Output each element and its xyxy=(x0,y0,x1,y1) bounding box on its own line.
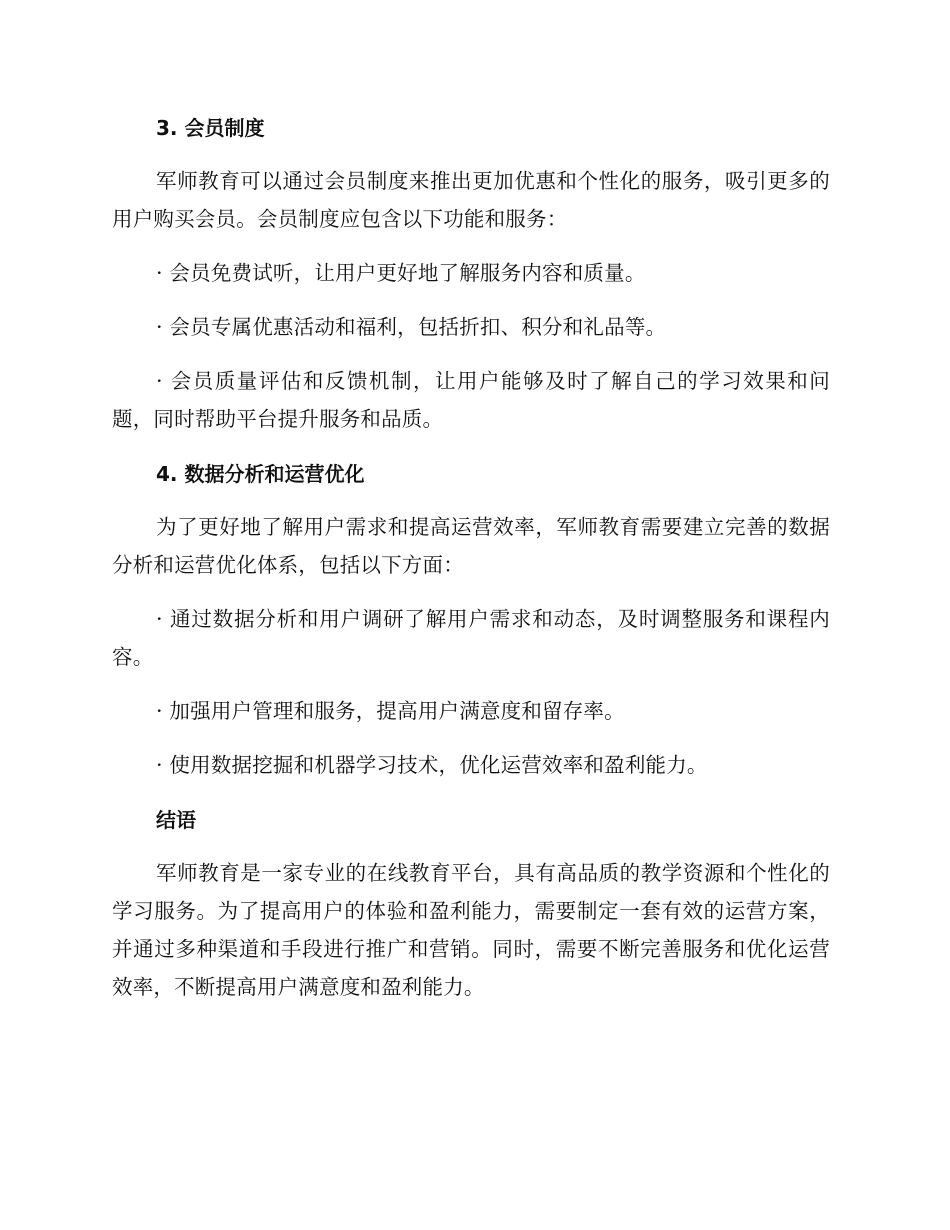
bullet-item: · 通过数据分析和用户调研了解用户需求和动态，及时调整服务和课程内容。 xyxy=(112,607,830,669)
bullet-item: · 加强用户管理和服务，提高用户满意度和留存率。 xyxy=(156,699,625,723)
bullet-item: · 使用数据挖掘和机器学习技术，优化运营效率和盈利能力。 xyxy=(156,753,708,777)
bullet-item: · 会员质量评估和反馈机制，让用户能够及时了解自己的学习效果和问题，同时帮助平台提升服务和品质。 xyxy=(112,369,830,431)
section-body-conclusion: 军师教育是一家专业的在线教育平台，具有高品质的教学资源和个性化的学习服务。为了提高用户的体验和盈利能力，需要制定一套有效的运营方案，并通过多种渠道和手段进行推广和营销。同时，需要不断完善服务和优化运营效率，不断提高用户满意度和盈利能力。 xyxy=(112,861,830,999)
document-body xyxy=(112,108,830,1022)
section-heading-membership: 3. 会员制度 xyxy=(156,116,265,140)
section-heading-conclusion: 结语 xyxy=(156,808,196,832)
section-intro-data-analysis: 为了更好地了解用户需求和提高运营效率，军师教育需要建立完善的数据分析和运营优化体系，包括以下方面： xyxy=(112,515,830,577)
section-intro-membership: 军师教育可以通过会员制度来推出更加优惠和个性化的服务，吸引更多的用户购买会员。会员制度应包含以下功能和服务： xyxy=(112,169,830,231)
section-heading-data-analysis: 4. 数据分析和运营优化 xyxy=(156,462,365,486)
bullet-item: · 会员专属优惠活动和福利，包括折扣、积分和礼品等。 xyxy=(156,315,667,339)
bullet-item: · 会员免费试听，让用户更好地了解服务内容和质量。 xyxy=(156,261,646,285)
